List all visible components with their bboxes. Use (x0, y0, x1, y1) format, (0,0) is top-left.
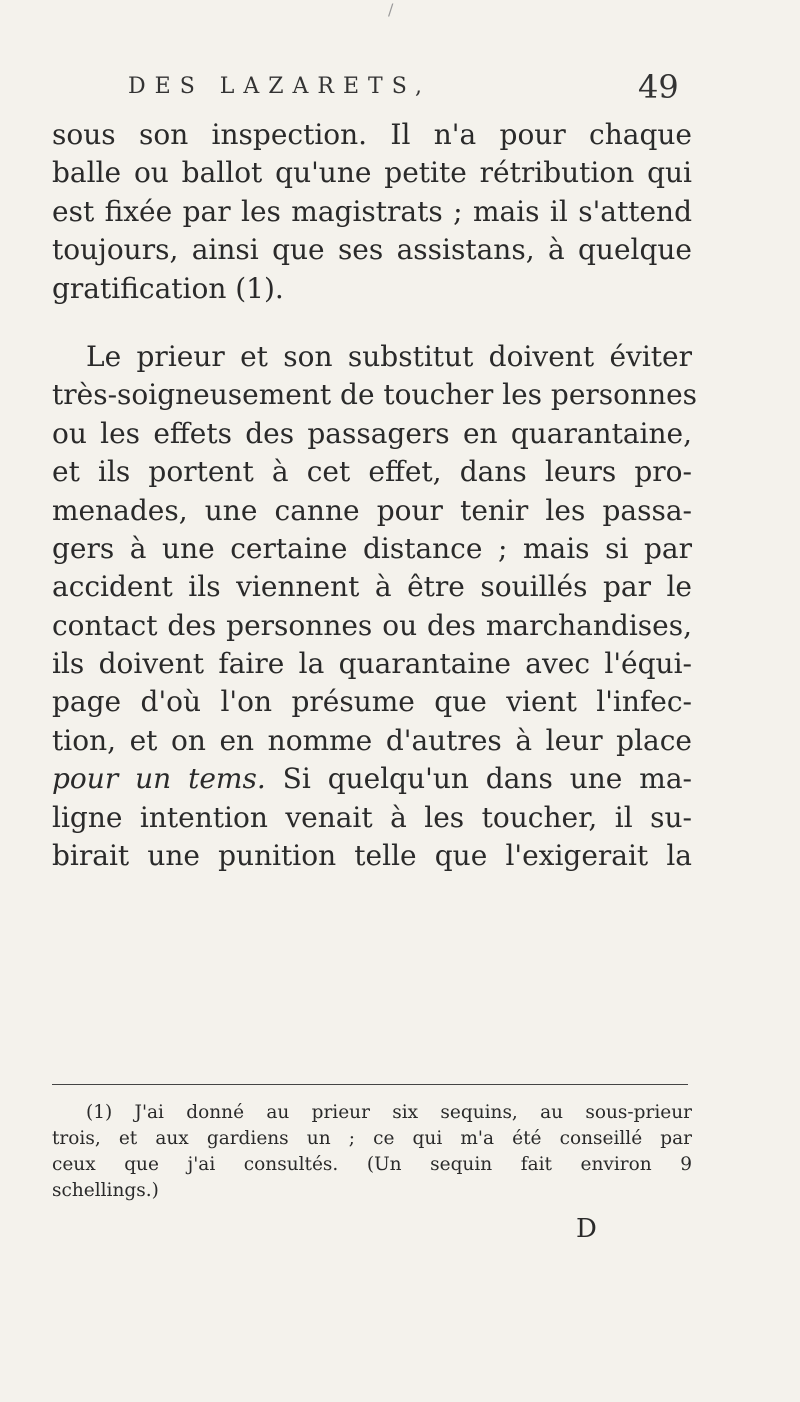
paragraph-gap (52, 308, 692, 338)
text-line: accident ils viennent à être souillés par le (52, 570, 692, 604)
text-line: ligne intention venait à les toucher, il su- (52, 800, 692, 834)
footnote-line: schellings.) (52, 1180, 159, 1201)
top-margin-mark: / (388, 0, 394, 19)
text-line: ou les effets des passagers en quarantaine, (52, 416, 692, 450)
text-line-rest: Si quelqu'un dans une ma- (265, 762, 692, 796)
page-number: 49 (638, 68, 679, 106)
text-line: birait une punition telle que l'exigerait la (52, 839, 692, 873)
italic-phrase: pour un tems. (52, 762, 266, 796)
text-line: est fixée par les magistrats ; mais il s'attend (52, 194, 692, 228)
text-line-with-italic (52, 760, 692, 798)
text-line: gers à une certaine distance ; mais si par (52, 531, 692, 565)
text-line: toujours, ainsi que ses assistans, à quelque (52, 233, 692, 267)
text-line: tion, et on en nomme d'autres à leur place (52, 723, 692, 757)
footnote-line: trois, et aux gardiens un ; ce qui m'a été conseillé par (52, 1128, 692, 1149)
text-line: sous son inspection. Il n'a pour chaque (52, 118, 692, 151)
footnote-line: (1) J'ai donné au prieur six sequins, au sous-prieur (86, 1102, 692, 1123)
text-line: menades, une canne pour tenir les passa- (52, 493, 692, 527)
signature-mark: D (576, 1214, 597, 1244)
main-text (52, 116, 698, 875)
text-line: balle ou ballot qu'une petite rétribution qui (52, 156, 692, 190)
text-line: Le prieur et son substitut doivent éviter (86, 339, 692, 373)
page-header (40, 64, 690, 112)
footnote-line: ceux que j'ai consultés. (Un sequin fait environ 9 (52, 1154, 692, 1175)
running-title: DES LAZARETS, (128, 74, 432, 99)
text-line: ils doivent faire la quarantaine avec l'équi- (52, 647, 692, 681)
text-line: et ils portent à cet effet, dans leurs pro- (52, 455, 692, 489)
text-line: très-soigneusement de toucher les personnes (52, 378, 698, 412)
text-line: gratification (1). (52, 271, 284, 305)
footnote (52, 1100, 692, 1204)
text-line: contact des personnes ou des marchandises, (52, 608, 692, 642)
footnote-divider (52, 1084, 688, 1085)
text-line: page d'où l'on présume que vient l'infec- (52, 685, 692, 719)
